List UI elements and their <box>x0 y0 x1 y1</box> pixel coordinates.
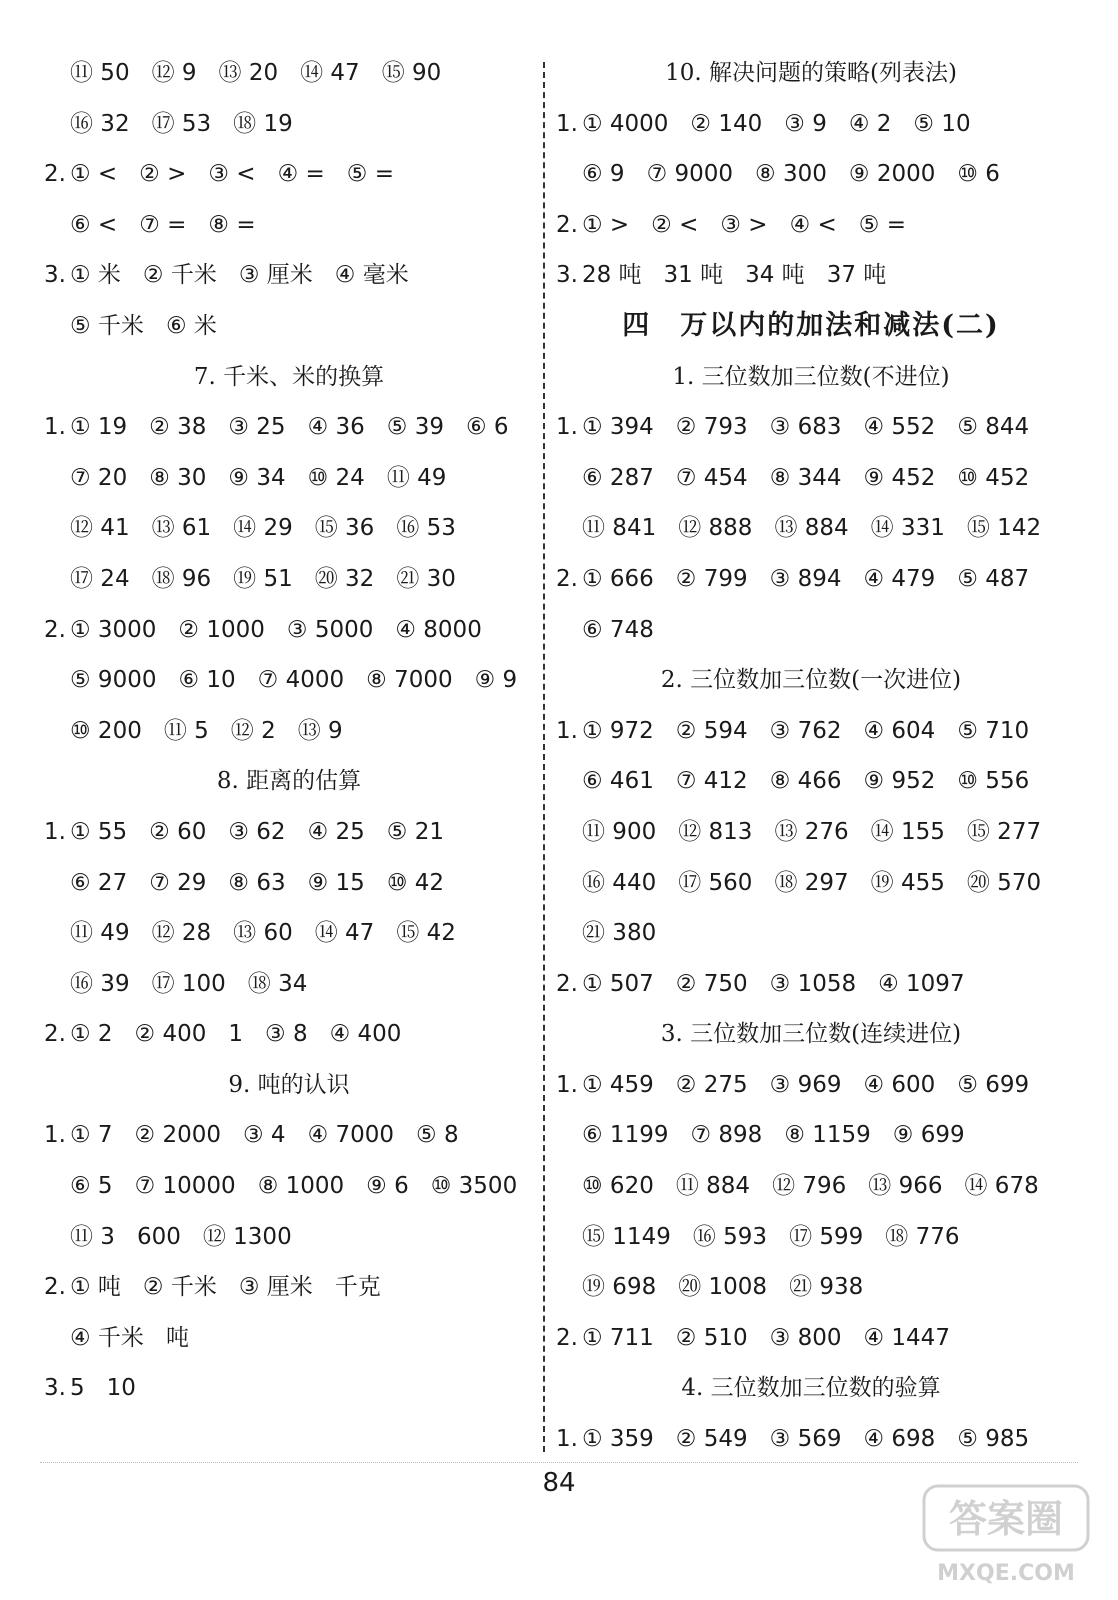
answer-item: ⑤ 8 <box>416 1122 459 1149</box>
question-number: 1. <box>44 818 66 845</box>
answer-item: ③ 1058 <box>769 970 857 997</box>
answer-item: ⑯ 440 <box>582 869 657 896</box>
answer-line <box>44 402 534 453</box>
answer-item: ② 510 <box>675 1324 748 1351</box>
answer-item: 千克 <box>334 1274 381 1301</box>
question-number: 3. <box>556 262 578 289</box>
answer-item: ⑨ 6 <box>366 1173 409 1200</box>
answer-item: ④ 600 <box>863 1071 936 1098</box>
answer-item: ⑥ 9 <box>582 161 625 188</box>
answer-line <box>44 655 534 706</box>
answer-line <box>44 1212 534 1263</box>
answer-item: ④ 2 <box>848 110 892 137</box>
answer-item: ⑥ < <box>70 211 118 238</box>
answer-line <box>556 453 1066 504</box>
question-number: 2. <box>44 1021 66 1048</box>
answer-item: ⑮ 42 <box>396 920 456 947</box>
answer-item: ⑲ 698 <box>582 1274 657 1301</box>
answer-item: ⑦ = <box>139 211 187 238</box>
answer-item: ⑯ 32 <box>70 110 130 137</box>
answer-item: ⑩ 3500 <box>430 1173 518 1200</box>
answer-item: 10 <box>106 1375 136 1402</box>
answer-item: ⑱ 19 <box>233 110 293 137</box>
answer-item: ① 507 <box>581 970 654 997</box>
answer-item: ③ 厘米 <box>238 262 313 289</box>
answer-item: ⑤ 21 <box>386 818 444 845</box>
answer-item: ⑪ 884 <box>675 1173 751 1200</box>
question-number: 1. <box>556 717 578 744</box>
answer-item: ③ 762 <box>769 717 842 744</box>
answer-item: ⑤ 千米 <box>70 312 144 339</box>
answer-item: ③ 62 <box>228 818 286 845</box>
answer-item: ⑬ 60 <box>233 920 293 947</box>
answer-line <box>556 1060 1066 1111</box>
question-number: 1. <box>556 1426 578 1453</box>
answer-item: 吨 <box>165 1324 189 1351</box>
answer-item: ② 140 <box>690 110 763 137</box>
answer-item: ⑥ 461 <box>582 768 654 795</box>
answer-item: ③ > <box>720 211 768 238</box>
answer-item: ⑬ 966 <box>868 1173 943 1200</box>
question-number: 3. <box>44 262 66 289</box>
answer-item: ⑬ 61 <box>151 515 212 542</box>
answer-item: ⑫ 796 <box>772 1173 847 1200</box>
answer-item: ③ 25 <box>228 414 286 441</box>
answer-line <box>44 554 534 605</box>
answer-item: ⑤ 844 <box>957 414 1030 441</box>
answer-item: ⑨ 2000 <box>848 161 936 188</box>
answer-item: ④ 552 <box>863 414 936 441</box>
answer-item: ③ 800 <box>769 1324 842 1351</box>
answer-item: ④ 25 <box>307 818 365 845</box>
answer-item: ⑤ 10 <box>913 110 971 137</box>
answer-item: ⑮ 1149 <box>582 1223 671 1250</box>
answer-item: ⑥ 6 <box>465 414 509 441</box>
answer-line <box>556 1262 1066 1313</box>
answer-item: ⑪ 49 <box>70 920 130 947</box>
answer-item: ① 4000 <box>581 110 669 137</box>
answer-item: ⑤ 699 <box>957 1071 1030 1098</box>
answer-item: ⑨ 15 <box>307 869 365 896</box>
answer-item: ⑥ 748 <box>582 616 654 643</box>
answer-line <box>556 756 1066 807</box>
answer-item: ③ 9 <box>784 110 827 137</box>
answer-item: ⑮ 90 <box>381 60 442 86</box>
answer-line <box>44 908 534 959</box>
answer-item: ⑮ 277 <box>966 818 1042 845</box>
answer-line <box>44 959 534 1010</box>
answer-line <box>44 48 534 99</box>
answer-line <box>44 250 534 301</box>
answer-item: ⑫ 9 <box>151 60 197 86</box>
answer-line <box>44 1363 534 1414</box>
answer-item: ⑤ 985 <box>957 1426 1030 1453</box>
answer-item: ④ 604 <box>863 717 936 744</box>
answer-item: ⑭ 47 <box>300 60 360 86</box>
answer-item: ⑤ 710 <box>957 717 1030 744</box>
section-heading: 10. 解决问题的策略(列表法) <box>665 60 957 86</box>
column-divider <box>543 62 545 1452</box>
answer-line <box>44 706 534 757</box>
answer-item: ⑥ 287 <box>582 464 654 491</box>
question-number: 1. <box>44 1122 66 1149</box>
answer-line <box>556 402 1066 453</box>
answer-item: ㉑ 30 <box>396 565 456 592</box>
answer-line <box>44 1262 534 1313</box>
answer-item: ① 3000 <box>69 616 157 643</box>
answer-item: ⑱ 776 <box>885 1223 960 1250</box>
answer-item: ④ 400 <box>329 1021 402 1048</box>
answer-line <box>556 908 1066 959</box>
answer-item: ⑪ 841 <box>582 515 657 542</box>
answer-line <box>44 200 534 251</box>
answer-item: ④ 毫米 <box>334 262 409 289</box>
answer-item: ⑤ 9000 <box>70 667 157 694</box>
answer-item: ② > <box>139 161 187 188</box>
answer-item: ④ 8000 <box>395 616 482 643</box>
answer-item: ⑪ 5 <box>163 717 209 744</box>
answer-item: ③ < <box>208 161 256 188</box>
answer-item: ① 吨 <box>69 1274 121 1301</box>
answer-item: ② 275 <box>675 1071 748 1098</box>
answer-item: ⑰ 100 <box>151 970 226 997</box>
answer-line <box>556 807 1066 858</box>
right-column <box>556 48 1066 1465</box>
answer-item: ⑭ 47 <box>314 920 375 947</box>
answer-item: ⑫ 1300 <box>202 1223 292 1250</box>
answer-item: ⑤ = <box>346 161 394 188</box>
answer-item: ⑤ 487 <box>957 565 1030 592</box>
answer-item: ② 千米 <box>142 1274 217 1301</box>
answer-item: ④ 36 <box>307 414 365 441</box>
question-number: 1. <box>556 1071 578 1098</box>
answer-item: ④ 千米 <box>70 1324 144 1351</box>
unit-title: 四 万以内的加法和减法(二) <box>622 309 1000 341</box>
question-number: 2. <box>44 161 66 188</box>
answer-line <box>44 149 534 200</box>
answer-line <box>556 200 1066 251</box>
answer-item: ⑯ 39 <box>70 970 130 997</box>
answer-item: ④ 7000 <box>307 1122 395 1149</box>
question-number: 2. <box>556 211 578 238</box>
question-number: 2. <box>556 565 578 592</box>
answer-line <box>556 503 1066 554</box>
section-heading: 3. 三位数加三位数(连续进位) <box>660 1021 962 1048</box>
answer-item: ⑮ 142 <box>966 515 1042 542</box>
answer-item: ⑨ 699 <box>892 1122 965 1149</box>
answer-item: ⑦ 29 <box>149 869 207 896</box>
answer-item: ③ 894 <box>769 565 842 592</box>
answer-item: ⑥ 10 <box>178 667 236 694</box>
answer-item: ⑨ 452 <box>863 464 936 491</box>
answer-item: ⑪ 49 <box>386 464 447 491</box>
answer-item: ⑱ 297 <box>774 869 849 896</box>
watermark-text: 答案圈 <box>948 1497 1064 1541</box>
answer-line <box>556 149 1066 200</box>
answer-item: 34 吨 <box>745 262 805 289</box>
answer-line <box>556 605 1066 656</box>
answer-item: ② 1000 <box>178 616 265 643</box>
answer-item: ⑧ 63 <box>228 869 286 896</box>
answer-item: ⑭ 678 <box>964 1173 1039 1200</box>
answer-item: ⑬ 884 <box>774 515 849 542</box>
answer-item: ⑥ 5 <box>70 1173 113 1200</box>
answer-item: ① 55 <box>69 818 128 845</box>
answer-line <box>44 503 534 554</box>
answer-item: ⑬ 9 <box>297 717 343 744</box>
answer-item: ⑲ 455 <box>870 869 945 896</box>
answer-line <box>556 99 1066 150</box>
section-heading: 4. 三位数加三位数的验算 <box>681 1375 941 1402</box>
answer-item: ⑩ 620 <box>582 1173 654 1200</box>
answer-item: ⑰ 24 <box>70 565 130 592</box>
answer-item: ② 549 <box>675 1426 748 1453</box>
answer-item: ② 793 <box>675 414 748 441</box>
bottom-rule <box>40 1462 1078 1463</box>
answer-item: ⑩ 42 <box>386 869 445 896</box>
answer-item: ⑥ 米 <box>165 312 217 339</box>
answer-item: 31 吨 <box>663 262 724 289</box>
answer-item: ① > <box>581 211 630 238</box>
answer-item: ⑧ 1159 <box>784 1122 871 1149</box>
answer-item: ⑰ 53 <box>151 110 212 137</box>
answer-item: ④ = <box>277 161 325 188</box>
answer-item: ⑧ 7000 <box>366 667 453 694</box>
answer-item: ② 799 <box>675 565 748 592</box>
answer-item: ② < <box>651 211 699 238</box>
answer-item: ⑦ 20 <box>70 464 128 491</box>
answer-line <box>556 1212 1066 1263</box>
answer-line <box>44 301 534 352</box>
answer-item: ② 594 <box>675 717 748 744</box>
answer-item: ⑧ 300 <box>755 161 827 188</box>
answer-line <box>556 858 1066 909</box>
section-heading: 7. 千米、米的换算 <box>193 363 385 390</box>
answer-item: ⑳ 32 <box>314 565 375 592</box>
answer-item: ⑱ 96 <box>151 565 212 592</box>
answer-item: ① 394 <box>581 414 654 441</box>
section-heading: 1. 三位数加三位数(不进位) <box>672 363 950 390</box>
answer-line <box>44 1110 534 1161</box>
answer-item: ⑦ 10000 <box>134 1173 236 1200</box>
answer-item: ⑥ 27 <box>70 869 128 896</box>
answer-item: ① 666 <box>581 565 654 592</box>
answer-item: ① 2 <box>69 1021 113 1048</box>
answer-line <box>556 250 1066 301</box>
answer-item: ① 19 <box>69 414 128 441</box>
answer-item: ⑦ 9000 <box>646 161 734 188</box>
answer-item: ⑩ 24 <box>307 464 365 491</box>
answer-item: ③ 5000 <box>286 616 374 643</box>
watermark-url: MXQE.COM <box>937 1561 1075 1586</box>
answer-item: 28 吨 <box>581 262 642 289</box>
answer-item: 600 <box>136 1223 181 1250</box>
answer-item: ⑦ 454 <box>675 464 748 491</box>
answer-line <box>44 1009 534 1060</box>
answer-item: ② 2000 <box>134 1122 221 1149</box>
answer-item: ⑫ 28 <box>151 920 212 947</box>
answer-item: ⑨ 9 <box>474 667 518 694</box>
watermark-graphic <box>916 1480 1096 1592</box>
answer-line <box>44 807 534 858</box>
answer-line <box>44 1161 534 1212</box>
answer-item: ① < <box>69 161 118 188</box>
question-number: 1. <box>556 414 578 441</box>
answer-item: ⑯ 53 <box>396 515 456 542</box>
answer-line <box>556 706 1066 757</box>
answer-line <box>44 605 534 656</box>
answer-item: ⑭ 331 <box>870 515 945 542</box>
watermark-logo <box>916 1480 1096 1592</box>
answer-item: ⑦ 412 <box>675 768 748 795</box>
answer-item: ⑤ = <box>858 211 906 238</box>
question-number: 3. <box>44 1375 66 1402</box>
answer-item: ⑥ 1199 <box>582 1122 669 1149</box>
answer-item: ⑳ 570 <box>966 869 1042 896</box>
answer-item: ② 千米 <box>142 262 217 289</box>
answer-item: ⑪ 900 <box>582 818 657 845</box>
section-heading: 8. 距离的估算 <box>216 768 362 795</box>
answer-item: ② 60 <box>149 818 207 845</box>
question-number: 2. <box>44 1274 66 1301</box>
answer-item: ⑫ 813 <box>678 818 753 845</box>
answer-item: ② 38 <box>149 414 207 441</box>
answer-item: ⑤ 39 <box>386 414 444 441</box>
answer-item: ⑰ 560 <box>678 869 753 896</box>
answer-item: ⑫ 888 <box>678 515 753 542</box>
answer-item: ⑲ 51 <box>233 565 293 592</box>
answer-item: ② 400 <box>134 1021 207 1048</box>
answer-item: ⑧ 466 <box>769 768 842 795</box>
answer-item: ⑦ 898 <box>690 1122 763 1149</box>
page-number: 84 <box>542 1468 576 1498</box>
answer-item: ④ 1097 <box>878 970 965 997</box>
answer-item: ① 7 <box>69 1122 113 1149</box>
answer-item: ② 750 <box>675 970 748 997</box>
answer-item: ④ 1447 <box>863 1324 950 1351</box>
answer-item: ⑩ 556 <box>957 768 1030 795</box>
answer-item: ⑳ 1008 <box>678 1274 768 1301</box>
answer-item: ⑧ 344 <box>769 464 842 491</box>
answer-item: ③ 厘米 <box>238 1274 313 1301</box>
answer-item: ⑧ 30 <box>149 464 207 491</box>
answer-item: ③ 8 <box>265 1021 308 1048</box>
question-number: 1. <box>44 414 66 441</box>
answer-item: ③ 4 <box>243 1122 286 1149</box>
answer-line <box>556 1110 1066 1161</box>
answer-line <box>556 1414 1066 1465</box>
question-number: 2. <box>556 1324 578 1351</box>
answer-item: ㉑ 938 <box>789 1274 864 1301</box>
answer-item: ① 359 <box>581 1426 654 1453</box>
answer-item: ① 459 <box>581 1071 654 1098</box>
answer-item: ③ 569 <box>769 1426 842 1453</box>
answer-item: ⑯ 593 <box>692 1223 768 1250</box>
answer-item: ⑫ 2 <box>230 717 276 744</box>
answer-item: ㉑ 380 <box>582 920 657 947</box>
answer-item: ① 972 <box>581 717 654 744</box>
answer-item: ⑱ 34 <box>247 970 308 997</box>
question-number: 2. <box>44 616 66 643</box>
answer-item: ⑭ 29 <box>233 515 293 542</box>
answer-item: ⑩ 452 <box>957 464 1030 491</box>
answer-item: ⑮ 36 <box>314 515 375 542</box>
answer-item: ⑧ = <box>208 211 256 238</box>
section-heading: 2. 三位数加三位数(一次进位) <box>660 667 962 694</box>
answer-item: 1 <box>228 1021 244 1048</box>
answer-item: 5 <box>69 1375 85 1402</box>
answer-item: ⑩ 6 <box>957 161 1000 188</box>
answer-line <box>44 453 534 504</box>
answer-item: ⑪ 3 <box>70 1223 115 1250</box>
section-heading: 9. 吨的认识 <box>228 1071 350 1098</box>
answer-item: ④ < <box>789 211 837 238</box>
answer-item: ⑪ 50 <box>70 60 130 86</box>
answer-item: ① 711 <box>581 1324 654 1351</box>
answer-line <box>556 1161 1066 1212</box>
answer-item: ④ 479 <box>863 565 936 592</box>
left-column <box>44 48 534 1414</box>
answer-item: 37 吨 <box>826 262 887 289</box>
answer-item: ⑬ 20 <box>218 60 279 86</box>
answer-line <box>556 554 1066 605</box>
question-number: 2. <box>556 970 578 997</box>
answer-item: ③ 969 <box>769 1071 842 1098</box>
answer-item: ⑨ 34 <box>228 464 286 491</box>
answer-item: ⑭ 155 <box>870 818 945 845</box>
answer-line <box>44 1313 534 1364</box>
answer-line <box>44 99 534 150</box>
question-number: 1. <box>556 110 578 137</box>
answer-item: ⑧ 1000 <box>257 1173 345 1200</box>
answer-item: ⑫ 41 <box>70 515 130 542</box>
answer-item: ⑨ 952 <box>863 768 936 795</box>
answer-item: ① 米 <box>69 262 121 289</box>
answer-line <box>556 959 1066 1010</box>
answer-item: ⑩ 200 <box>70 717 142 744</box>
answer-line <box>44 858 534 909</box>
answer-item: ④ 698 <box>863 1426 936 1453</box>
answer-item: ⑬ 276 <box>774 818 849 845</box>
answer-line <box>556 1313 1066 1364</box>
answer-item: ③ 683 <box>769 414 842 441</box>
answer-item: ⑦ 4000 <box>257 667 345 694</box>
answer-item: ⑰ 599 <box>789 1223 864 1250</box>
